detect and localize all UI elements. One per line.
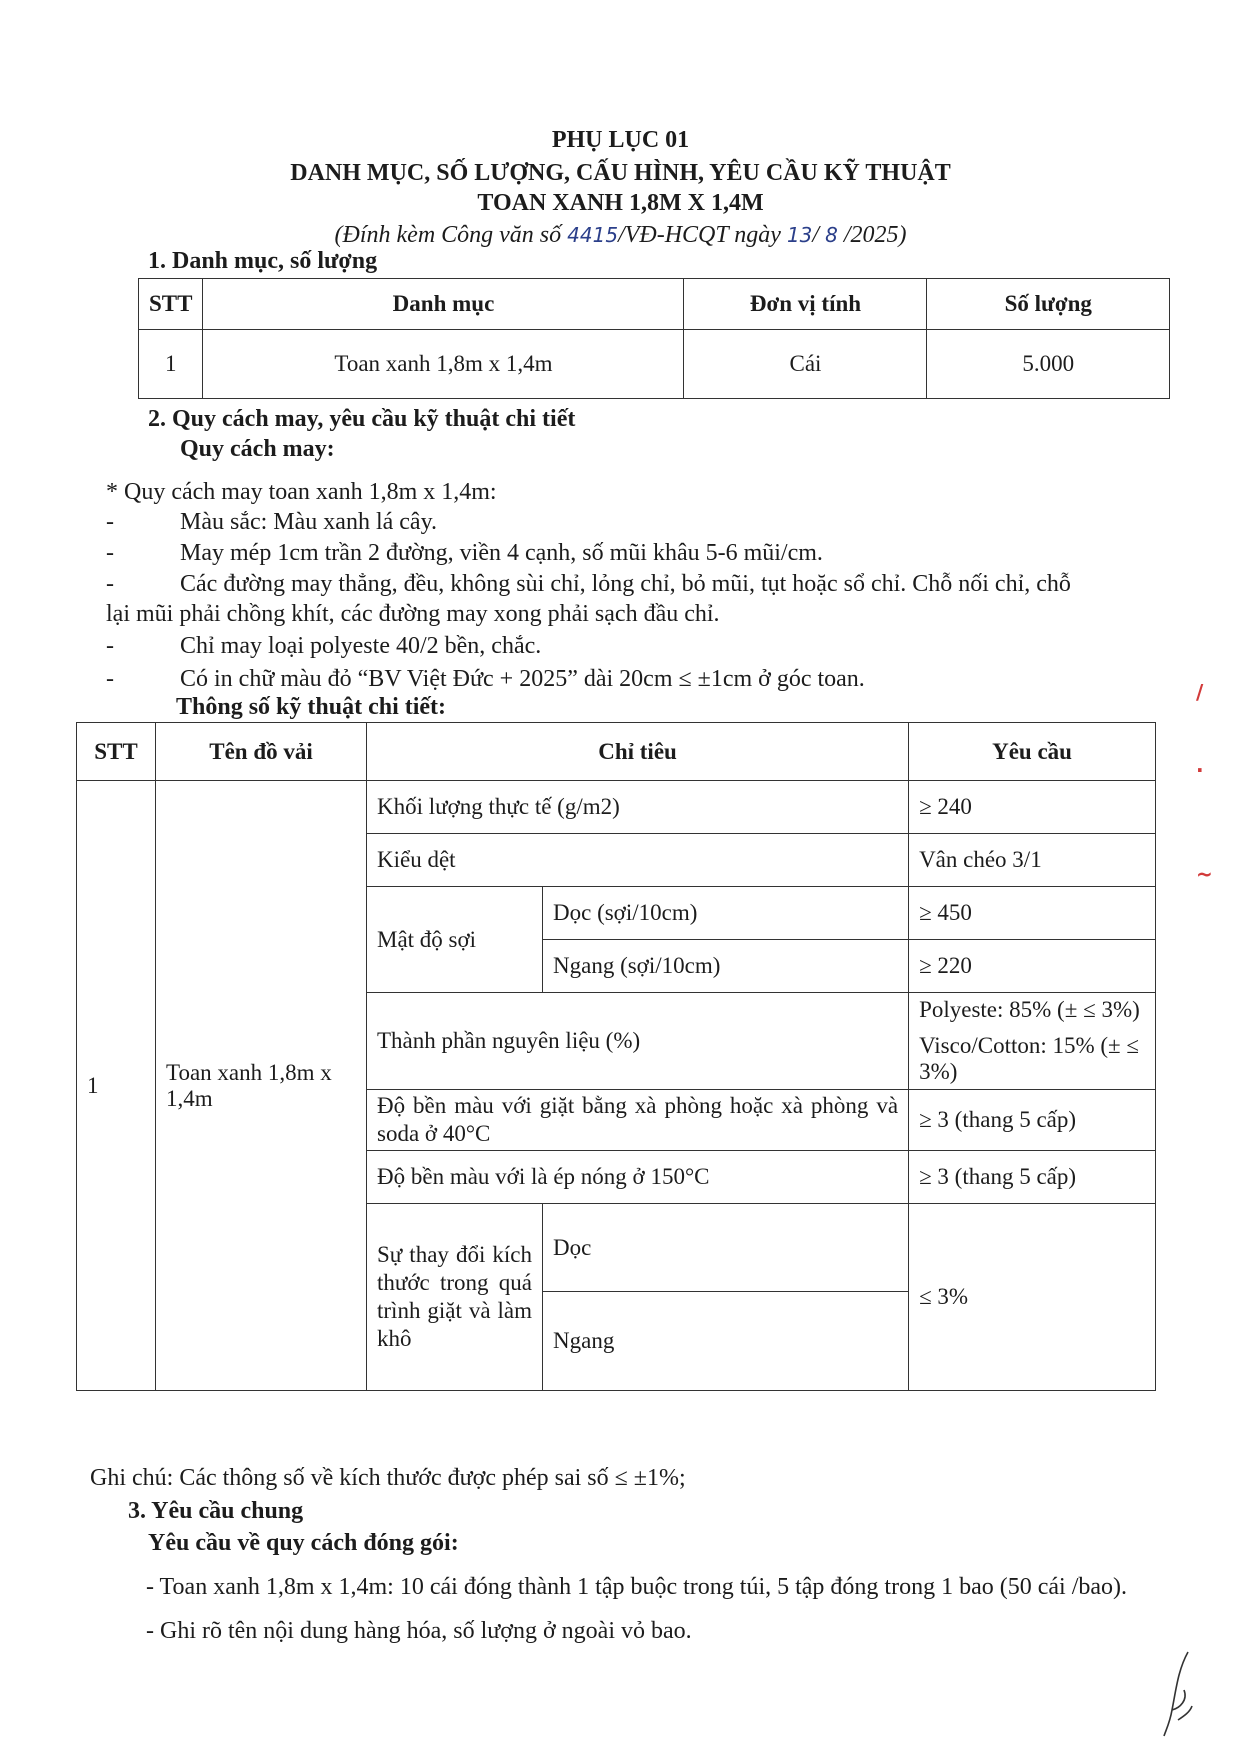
table-header-row bbox=[139, 279, 1170, 330]
shrink-value: ≤ 3% bbox=[909, 1204, 1156, 1391]
spec-header-row bbox=[77, 723, 1156, 781]
spec-table bbox=[76, 722, 1156, 1391]
shrink-warp-label: Dọc bbox=[543, 1204, 909, 1292]
product-title: TOAN XANH 1,8M X 1,4M bbox=[477, 190, 764, 216]
attach-mid: /VĐ-HCQT ngày bbox=[618, 222, 787, 248]
wash-value: ≥ 3 (thang 5 cấp) bbox=[909, 1090, 1156, 1151]
col-item: Danh mục bbox=[203, 279, 684, 330]
weave-value: Vân chéo 3/1 bbox=[909, 834, 1156, 887]
mass-label: Khối lượng thực tế (g/m2) bbox=[367, 781, 909, 834]
tech-heading: Thông số kỹ thuật chi tiết: bbox=[176, 694, 447, 720]
attach-number: 4415 bbox=[567, 223, 619, 247]
composition-cotton: Visco/Cotton: 15% (± ≤ 3%) bbox=[919, 1033, 1140, 1084]
col-fabric: Tên đồ vải bbox=[156, 723, 367, 781]
spec-item-thread: Chỉ may loại polyeste 40/2 bền, chắc. bbox=[180, 633, 542, 659]
section1-heading: 1. Danh mục, số lượng bbox=[148, 248, 378, 274]
packing-line-1: - Toan xanh 1,8m x 1,4m: 10 cái đóng thành 1 tập buộc trong túi, 5 tập đóng trong 1 bao (50 cái /bao). bbox=[146, 1574, 1128, 1600]
spec-item-print: Có in chữ màu đỏ “BV Việt Đức + 2025” dài 20cm ≤ ±1cm ở góc toan. bbox=[180, 666, 865, 692]
attachment-line bbox=[0, 222, 1241, 249]
mass-value: ≥ 240 bbox=[909, 781, 1156, 834]
items-table bbox=[138, 278, 1170, 399]
row-stt: 1 bbox=[139, 330, 203, 399]
spec-item-stitch: Các đường may thẳng, đều, không sùi chỉ, lỏng chỉ, bỏ mũi, tụt hoặc sổ chỉ. Chỗ nối chỉ, chỗ bbox=[180, 571, 1071, 597]
row-item: Toan xanh 1,8m x 1,4m bbox=[203, 330, 684, 399]
spec-item-seam: May mép 1cm trần 2 đường, viền 4 cạnh, số mũi khâu 5-6 mũi/cm. bbox=[180, 540, 823, 566]
bullet-dash: - bbox=[106, 540, 114, 566]
bullet-dash: - bbox=[106, 571, 114, 597]
section3-heading: 3. Yêu cầu chung bbox=[128, 1498, 304, 1524]
spec-stt: 1 bbox=[77, 781, 156, 1391]
bullet-dash: - bbox=[106, 666, 114, 692]
col-unit: Đơn vị tính bbox=[684, 279, 927, 330]
weave-label: Kiểu dệt bbox=[367, 834, 909, 887]
section2-heading: 2. Quy cách may, yêu cầu kỹ thuật chi tiết bbox=[148, 406, 576, 432]
document-title: DANH MỤC, SỐ LƯỢNG, CẤU HÌNH, YÊU CẦU KỸ THUẬT bbox=[290, 160, 951, 186]
col-qty: Số lượng bbox=[927, 279, 1170, 330]
attach-day: 13 bbox=[786, 223, 813, 247]
shrink-label: Sự thay đổi kích thước trong quá trình giặt và làm khô bbox=[367, 1204, 543, 1391]
table-row bbox=[139, 330, 1170, 399]
spec-title: * Quy cách may toan xanh 1,8m x 1,4m: bbox=[106, 479, 497, 505]
packing-line-2: - Ghi rõ tên nội dung hàng hóa, số lượng ở ngoài vỏ bao. bbox=[146, 1618, 692, 1644]
spec-item-color: Màu sắc: Màu xanh lá cây. bbox=[180, 509, 438, 535]
attach-month: 8 bbox=[825, 223, 838, 247]
bullet-dash: - bbox=[106, 633, 114, 659]
row-unit: Cái bbox=[684, 330, 927, 399]
composition-label: Thành phần nguyên liệu (%) bbox=[367, 993, 909, 1090]
wash-label: Độ bền màu với giặt bằng xà phòng hoặc xà phòng và soda ở 40°C bbox=[367, 1090, 909, 1151]
spec-row-mass bbox=[77, 781, 1156, 834]
spec-fabric-name: Toan xanh 1,8m x 1,4m bbox=[156, 781, 367, 1391]
attach-suffix: /2025) bbox=[837, 222, 907, 248]
col-requirement: Yêu cầu bbox=[909, 723, 1156, 781]
section2-subheading: Quy cách may: bbox=[180, 436, 335, 462]
note: Ghi chú: Các thông số về kích thước được phép sai số ≤ ±1%; bbox=[90, 1465, 686, 1491]
spec-item-stitch-cont: lại mũi phải chồng khít, các đường may xong phải sạch đầu chỉ. bbox=[106, 601, 720, 627]
col-criteria: Chỉ tiêu bbox=[367, 723, 909, 781]
shrink-weft-label: Ngang bbox=[543, 1292, 909, 1391]
composition-value bbox=[909, 993, 1156, 1090]
iron-label: Độ bền màu với là ép nóng ở 150°C bbox=[367, 1151, 909, 1204]
row-qty: 5.000 bbox=[927, 330, 1170, 399]
stamp-fragment-mark: / bbox=[1196, 680, 1204, 704]
signature-mark bbox=[1158, 1650, 1198, 1740]
stamp-fragment-mark: · bbox=[1196, 758, 1204, 782]
composition-polyester: Polyeste: 85% (± ≤ 3%) bbox=[919, 997, 1140, 1022]
density-weft-label: Ngang (sợi/10cm) bbox=[543, 940, 909, 993]
col-stt: STT bbox=[77, 723, 156, 781]
density-label: Mật độ sợi bbox=[367, 887, 543, 993]
density-warp-label: Dọc (sợi/10cm) bbox=[543, 887, 909, 940]
attach-prefix: (Đính kèm Công văn số bbox=[334, 222, 568, 248]
bullet-dash: - bbox=[106, 509, 114, 535]
density-warp-value: ≥ 450 bbox=[909, 887, 1156, 940]
stamp-fragment-mark: ~ bbox=[1196, 862, 1213, 886]
col-stt: STT bbox=[139, 279, 203, 330]
appendix-title: PHỤ LỤC 01 bbox=[551, 127, 690, 153]
density-weft-value: ≥ 220 bbox=[909, 940, 1156, 993]
attach-sep: / bbox=[812, 222, 826, 248]
iron-value: ≥ 3 (thang 5 cấp) bbox=[909, 1151, 1156, 1204]
section3-subheading: Yêu cầu về quy cách đóng gói: bbox=[148, 1530, 459, 1556]
